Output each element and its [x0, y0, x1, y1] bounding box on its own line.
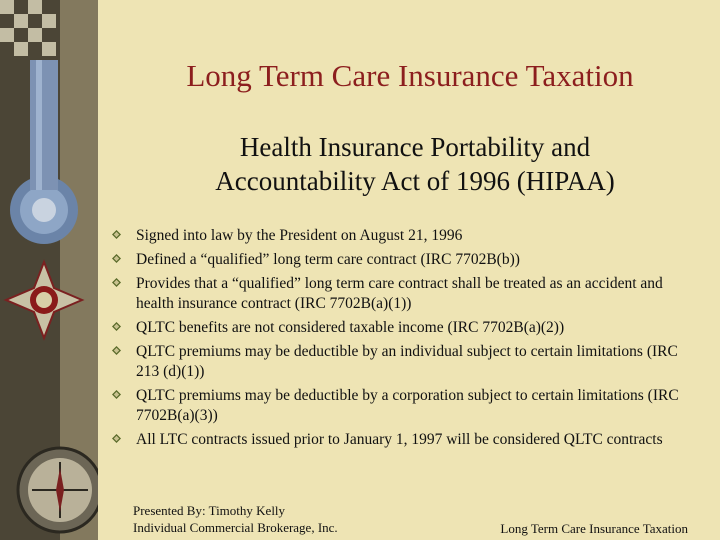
slide-title: Long Term Care Insurance Taxation	[186, 58, 634, 93]
bullet-item	[110, 318, 690, 338]
bullet-text: QLTC premiums may be deductible by an individual subject to certain limitations (IRC 213 (d)(1))	[136, 343, 678, 380]
bullet-text: Defined a “qualified” long term care contract (IRC 7702B(b))	[136, 251, 520, 268]
diamond-bullet-icon	[112, 254, 121, 263]
subtitle-line-1: Health Insurance Portability and	[239, 132, 591, 162]
bullet-item	[110, 430, 690, 450]
bullet-item	[110, 342, 690, 382]
diamond-bullet-icon	[112, 346, 121, 355]
diamond-bullet-icon	[112, 322, 121, 331]
diamond-bullet-icon	[112, 278, 121, 287]
subtitle-line-2: Accountability Act of 1996 (HIPAA)	[215, 166, 615, 196]
bullet-text: QLTC benefits are not considered taxable income (IRC 7702B(a)(2))	[136, 319, 565, 336]
diamond-bullet-icon	[112, 230, 121, 239]
bullet-item	[110, 250, 690, 270]
medal-decoration-image	[0, 0, 98, 540]
diamond-bullet-icon	[112, 434, 121, 443]
bullet-text: QLTC premiums may be deductible by a corporation subject to certain limitations (IRC 7702B(a)(3))	[136, 387, 679, 424]
bullet-text: All LTC contracts issued prior to January 1, 1997 will be considered QLTC contracts	[136, 431, 663, 448]
bullet-item	[110, 386, 690, 426]
footer-presenter	[133, 502, 338, 536]
bullet-list	[110, 226, 690, 454]
bullet-text: Provides that a “qualified” long term care contract shall be treated as an accident and health insurance contract (IRC 7702B(a)(1))	[136, 275, 663, 312]
footer-presented-by: Presented By: Timothy Kelly	[133, 503, 286, 518]
medal-decoration-icon	[0, 0, 98, 540]
footer-company: Individual Commercial Brokerage, Inc.	[133, 520, 338, 535]
bullet-item	[110, 226, 690, 246]
diamond-bullet-icon	[112, 390, 121, 399]
bullet-item	[110, 274, 690, 314]
bullet-text: Signed into law by the President on August 21, 1996	[136, 227, 463, 244]
footer-title: Long Term Care Insurance Taxation	[500, 521, 688, 536]
slide-subtitle	[170, 130, 660, 198]
